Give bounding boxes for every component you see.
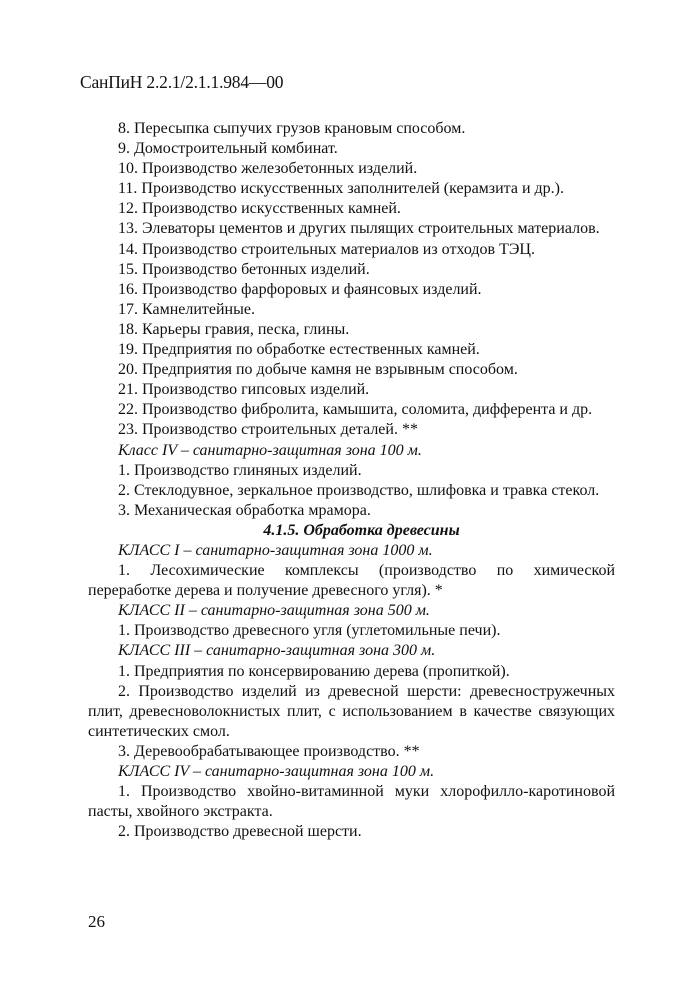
paragraph: 2. Производство древесной шерсти. (118, 823, 362, 841)
paragraph: 16. Производство фарфоровых и фаянсовых изделий. (118, 280, 482, 298)
paragraph: 21. Производство гипсовых изделий. (118, 381, 370, 399)
paragraph: 18. Карьеры гравия, песка, глины. (118, 320, 350, 338)
paragraph: 13. Элеваторы цементов и других пылящих строительных материалов. (118, 220, 600, 238)
paragraph: 9. Домостроительный комбинат. (118, 140, 338, 158)
class-heading: КЛАСС I – санитарно-защитная зона 1000 м. (118, 541, 433, 559)
paragraph: 3. Деревообрабатывающее производство. ** (118, 742, 420, 760)
class-heading: КЛАСС II – санитарно-защитная зона 500 м. (118, 602, 430, 620)
paragraph: 1. Производство глиняных изделий. (118, 461, 362, 479)
paragraph: 22. Производство фибролита, камышита, соломита, дифферента и др. (118, 401, 593, 419)
paragraph: 23. Производство строительных деталей. ** (118, 421, 418, 439)
document-body (88, 119, 615, 842)
paragraph: 8. Пересыпка сыпучих грузов крановым способом. (118, 120, 466, 137)
page-number: 26 (88, 912, 105, 931)
paragraph: 14. Производство строительных материалов из отходов ТЭЦ. (118, 240, 535, 258)
paragraph: 2. Стеклодувное, зеркальное производство, шлифовка и травка стекол. (118, 481, 600, 499)
paragraph: 11. Производство искусственных заполнителей (керамзита и др.). (118, 180, 564, 198)
paragraph: 20. Предприятия по добыче камня не взрывным способом. (118, 361, 518, 379)
class-heading: КЛАСС III – санитарно-защитная зона 300 м. (118, 642, 436, 660)
class-heading: КЛАСС IV – санитарно-защитная зона 100 м. (118, 763, 435, 780)
paragraph: 3. Механическая обработка мрамора. (118, 501, 371, 519)
paragraph: 1. Производство древесного угля (углетомильные печи). (118, 622, 501, 640)
document-header: СанПиН 2.2.1/2.1.1.984—00 (80, 72, 284, 92)
paragraph: 19. Предприятия по обработке естественных камней. (118, 341, 480, 359)
paragraph: 1. Лесохимические комплексы (производство по химической переработке дерева и получение древесного угля). * (88, 562, 615, 600)
paragraph: 17. Камнелитейные. (118, 300, 255, 318)
paragraph: 15. Производство бетонных изделий. (118, 260, 370, 278)
class-heading: Класс IV – санитарно-защитная зона 100 м. (118, 441, 422, 459)
paragraph: 10. Производство железобетонных изделий. (118, 160, 418, 178)
paragraph: 12. Производство искусственных камней. (118, 200, 401, 218)
paragraph: 2. Производство изделий из древесной шерсти: древесностружечных плит, древесноволокнистых плит, с использованием в качестве связующих синтетических смол. (88, 682, 615, 740)
paragraph: 1. Производство хвойно-витаминной муки хлорофилло-каротиновой пасты, хвойного экстракта. (88, 783, 615, 821)
section-heading: 4.1.5. Обработка древесины (263, 521, 460, 539)
paragraph: 1. Предприятия по консервированию дерева (пропиткой). (118, 662, 510, 680)
